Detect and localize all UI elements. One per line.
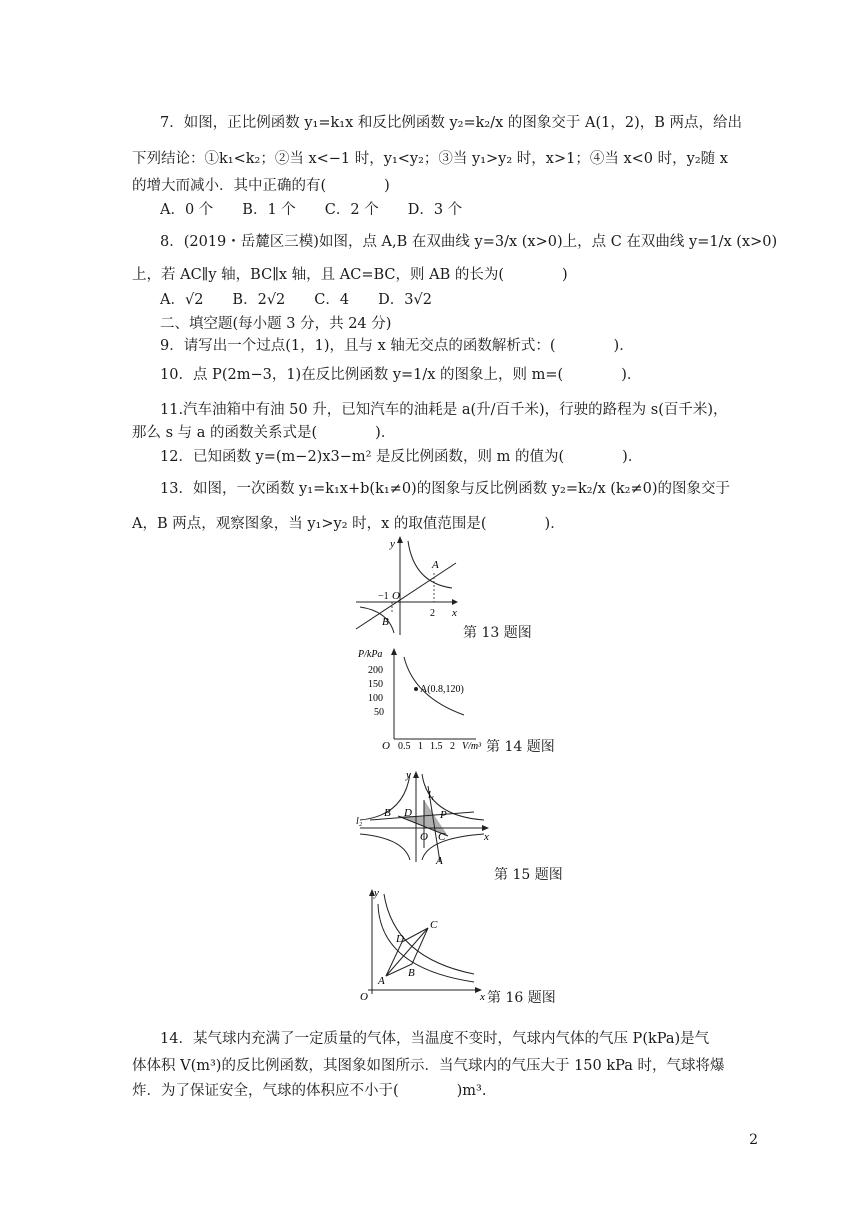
q7-line3: 的增大而减小．其中正确的有( ) [132,178,390,194]
fig15-point-c: C [438,831,446,843]
fig13-origin: O [392,590,400,602]
fig16-point-d: D [396,933,404,945]
fig13-tick-neg1: −1 [378,591,389,602]
q7-line2: 下列结论：①k₁<k₂；②当 x<−1 时，y₁<y₂；③当 y₁>y₂ 时，x>1；④当 x<0 时，y₂随 x [132,151,728,167]
q11-line1: 11.汽车油箱中有油 50 升，已知汽车的油耗是 a(升/百千米)，行驶的路程为 s(百千米)， [160,402,728,418]
q7-line1: 7．如图，正比例函数 y₁=k₁x 和反比例函数 y₂=k₂/x 的图象交于 A(1，2)，B 两点，给出 [160,115,743,131]
q13-line1: 13．如图，一次函数 y₁=k₁x+b(k₁≠0)的图象与反比例函数 y₂=k₂/x (k₂≠0)的图象交于 [160,481,731,497]
fig15-caption: 第 15 题图 [494,867,563,883]
figure-16 [358,884,490,1002]
fig16-origin: O [360,991,368,1002]
fig16-y-label: y [374,887,379,899]
fig14-point-a-label: A(0.8,120) [420,684,464,695]
fig13-point-a: A [432,559,439,571]
q14-line1: 14．某气球内充满了一定质量的气体，当温度不变时，气球内气体的气压 P(kPa)是气 [160,1031,710,1047]
fig14-ytick-150: 150 [368,679,383,690]
q9: 9．请写出一个过点(1，1)，且与 x 轴无交点的函数解析式：( )． [160,338,634,354]
q12: 12．已知函数 y=(m−2)x3−m² 是反比例函数，则 m 的值为( )． [160,449,643,465]
q8-line1: 8．(2019・岳麓区三模)如图，点 A,B 在双曲线 y=3/x (x>0)上，点 C 在双曲线 y=1/x (x>0) [160,234,778,250]
fig13-point-b: B [382,616,389,628]
figure-14 [358,645,488,753]
fig14-xtick-1.5: 1.5 [430,741,443,752]
figure-15 [356,764,494,864]
fig13-caption: 第 13 题图 [463,625,532,641]
q11-line2: 那么 s 与 a 的函数关系式是( )． [132,425,396,441]
section-heading: 二、填空题(每小题 3 分，共 24 分) [160,316,392,332]
page-number: 2 [749,1132,758,1148]
fig14-xtick-1: 1 [418,741,423,752]
fig16-caption: 第 16 题图 [487,990,556,1006]
q14-line2: 体体积 V(m³)的反比例函数，其图象如图所示．当气球内的气压大于 150 kPa 时，气球将爆 [132,1058,725,1074]
q13-line2: A，B 两点，观察图象，当 y₁>y₂ 时，x 的取值范围是( )． [132,516,565,532]
q7-options: A．0 个 B．1 个 C．2 个 D．3 个 [160,202,463,218]
fig16-point-b: B [408,967,415,979]
fig14-xtick-2: 2 [450,741,455,752]
fig16-x-label: x [480,991,485,1002]
fig14-x-axis-label: V/m³ [462,741,482,752]
fig14-ytick-50: 50 [374,707,384,718]
fig14-xtick-0.5: 0.5 [398,741,411,752]
fig13-x-label: x [452,607,457,619]
fig15-origin: O [420,831,428,843]
q10: 10．点 P(2m−3，1)在反比例函数 y=1/x 的图象上，则 m=( )． [160,367,642,383]
fig14-caption: 第 14 题图 [486,739,555,755]
fig15-line-l1: l₁ [428,790,435,801]
fig15-point-d: D [404,807,412,819]
fig15-point-p: P [440,809,447,821]
fig14-y-axis-label: P/kPa [358,649,383,660]
fig13-y-label: y [390,538,395,550]
fig14-ytick-200: 200 [368,665,383,676]
fig16-point-c: C [430,919,438,931]
q14-line3: 炸．为了保证安全，气球的体积应不小于( )m³. [132,1083,487,1099]
fig15-line-l2: l₂ [356,816,363,827]
fig14-ytick-100: 100 [368,693,383,704]
q8-line2: 上，若 AC∥y 轴，BC∥x 轴，且 AC=BC，则 AB 的长为( ) [132,267,568,283]
fig15-y-label: y [406,769,411,781]
fig15-x-label: x [484,831,489,843]
fig14-origin: O [382,740,390,752]
fig15-point-b: B [384,807,391,819]
q8-options: A．√2 B．2√2 C．4 D．3√2 [160,292,432,308]
fig15-point-a: A [436,855,443,864]
fig16-point-a: A [378,975,385,987]
fig13-tick-2: 2 [430,608,435,619]
figure-13 [352,533,462,638]
